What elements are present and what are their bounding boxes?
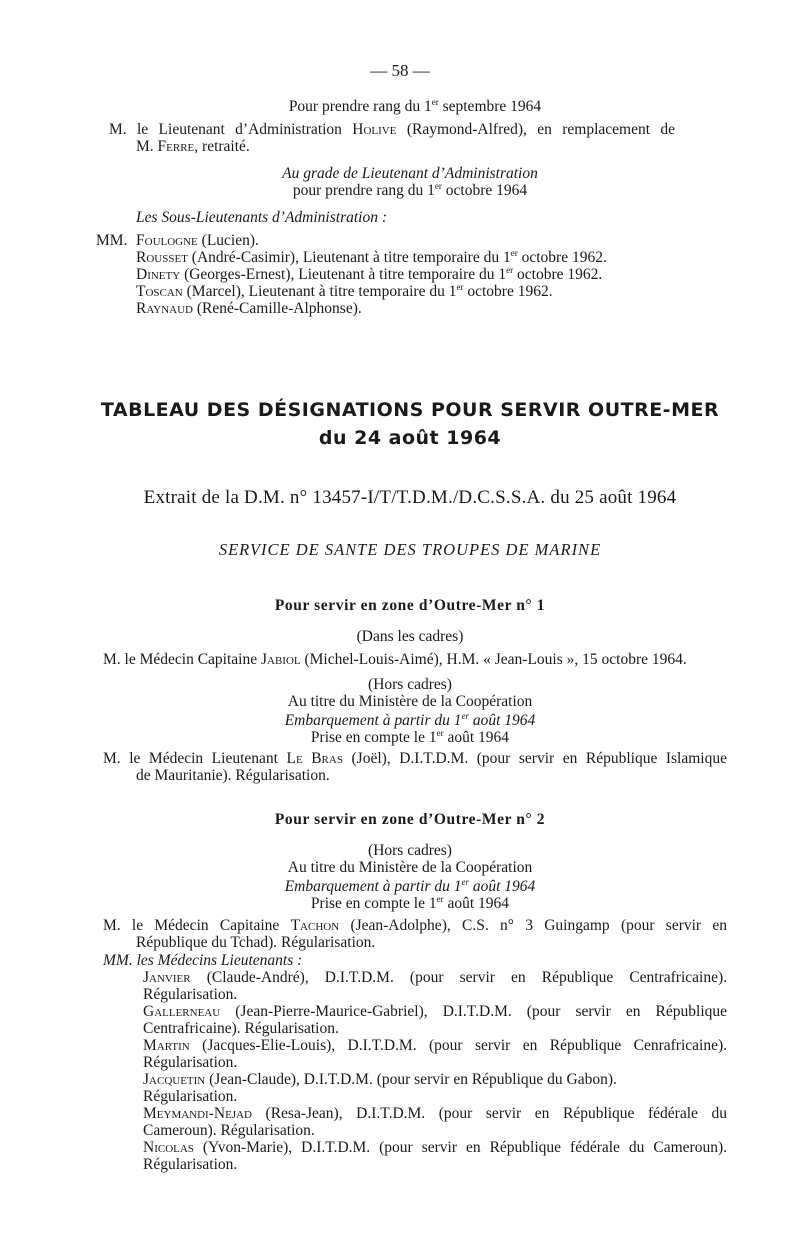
tableau-date: du 24 août 1964 [318, 427, 502, 449]
tableau-title: TABLEAU DES DÉSIGNATIONS POUR SERVIR OUTRE-MER [100, 399, 720, 421]
jabiol-line: M. le Médecin Capitaine Jabiol (Michel-Louis-Aimé), H.M. « Jean-Louis », 15 octobre 1964. [103, 651, 687, 668]
list-item: Janvier (Claude-André), D.I.T.D.M. (pour servir en République Centrafricaine). [143, 969, 727, 986]
holive-line-2: M. Ferre, retraité. [136, 138, 250, 155]
list-item: Dinety (Georges-Ernest), Lieutenant à titre temporaire du 1er octobre 1962. [136, 265, 603, 283]
list-item-cont: Régularisation. [143, 1156, 238, 1173]
zone2-title: Pour servir en zone d’Outre-Mer n° 2 [274, 811, 546, 828]
zone1-prise: Prise en compte le 1er août 1964 [310, 728, 510, 746]
list-item: Martin (Jacques-Elie-Louis), D.I.T.D.M. (pour servir en République Cenrafricaine). [143, 1037, 727, 1054]
lebras-line-2: de Mauritanie). Régularisation. [136, 767, 330, 784]
list-item: Rousset (André-Casimir), Lieutenant à titre temporaire du 1er octobre 1962. [136, 248, 607, 266]
tachon-line-2: République du Tchad). Régularisation. [136, 934, 376, 951]
list-item: Jacquetin (Jean-Claude), D.I.T.D.M. (pour servir en République du Gabon). [143, 1071, 617, 1088]
zone1-hors-cadres: (Hors cadres) [368, 676, 452, 693]
surname: Le Bras [286, 750, 343, 767]
zone1-dans-cadres: (Dans les cadres) [356, 628, 464, 645]
list-item: Foulogne (Lucien). [136, 232, 259, 249]
zone2-hors-cadres: (Hors cadres) [368, 842, 452, 859]
zone2-prise: Prise en compte le 1er août 1964 [310, 894, 510, 912]
sub-lieutenants-label: Les Sous-Lieutenants d’Administration : [136, 209, 388, 226]
surname: Tachon [290, 917, 340, 934]
zone1-title: Pour servir en zone d’Outre-Mer n° 1 [274, 597, 546, 614]
list-item-cont: Régularisation. [143, 1054, 238, 1071]
page-number: — 58 — [370, 61, 430, 80]
service-title: SERVICE DE SANTE DES TROUPES DE MARINE [218, 540, 602, 559]
list-item: Toscan (Marcel), Lieutenant à titre temporaire du 1er octobre 1962. [136, 282, 553, 300]
mm-label: MM. [96, 232, 128, 249]
grade-title: Au grade de Lieutenant d’Administration [282, 165, 538, 182]
list-item: Gallerneau (Jean-Pierre-Maurice-Gabriel), D.I.T.D.M. (pour servir en République [143, 1003, 727, 1020]
zone1-embarquement: Embarquement à partir du 1er août 1964 [284, 711, 536, 729]
rank-date-line: Pour prendre rang du 1er septembre 1964 [288, 97, 542, 115]
list-item: Raynaud (René-Camille-Alphonse). [136, 300, 362, 317]
surname: Holive [352, 121, 397, 138]
surname: Jabiol [260, 651, 301, 668]
holive-line: M. le Lieutenant d’Administration Holive (Raymond-Alfred), en remplacement de [109, 121, 675, 138]
zone2-ministere: Au titre du Ministère de la Coopération [287, 859, 533, 876]
list-item-cont: Cameroun). Régularisation. [143, 1122, 315, 1139]
list-item-cont: Régularisation. [143, 986, 238, 1003]
lebras-line: M. le Médecin Lieutenant Le Bras (Joël), D.I.T.D.M. (pour servir en République Islamique [103, 750, 727, 767]
list-item-cont: Centrafricaine). Régularisation. [143, 1020, 339, 1037]
list-item: Meymandi-Nejad (Resa-Jean), D.I.T.D.M. (pour servir en République fédérale du [143, 1105, 727, 1122]
lieutenants-label: MM. les Médecins Lieutenants : [103, 952, 303, 969]
tachon-line: M. le Médecin Capitaine Tachon (Jean-Adolphe), C.S. n° 3 Guingamp (pour servir en [103, 917, 727, 934]
list-item-cont: Régularisation. [143, 1088, 238, 1105]
grade-rank: pour prendre rang du 1er octobre 1964 [292, 181, 528, 199]
list-item: Nicolas (Yvon-Marie), D.I.T.D.M. (pour servir en République fédérale du Cameroun). [143, 1139, 727, 1156]
zone1-ministere: Au titre du Ministère de la Coopération [287, 693, 533, 710]
extrait-line: Extrait de la D.M. n° 13457-I/T/T.D.M./D.C.S.S.A. du 25 août 1964 [143, 487, 677, 508]
surname: Ferre [157, 138, 195, 155]
zone2-embarquement: Embarquement à partir du 1er août 1964 [284, 877, 536, 895]
